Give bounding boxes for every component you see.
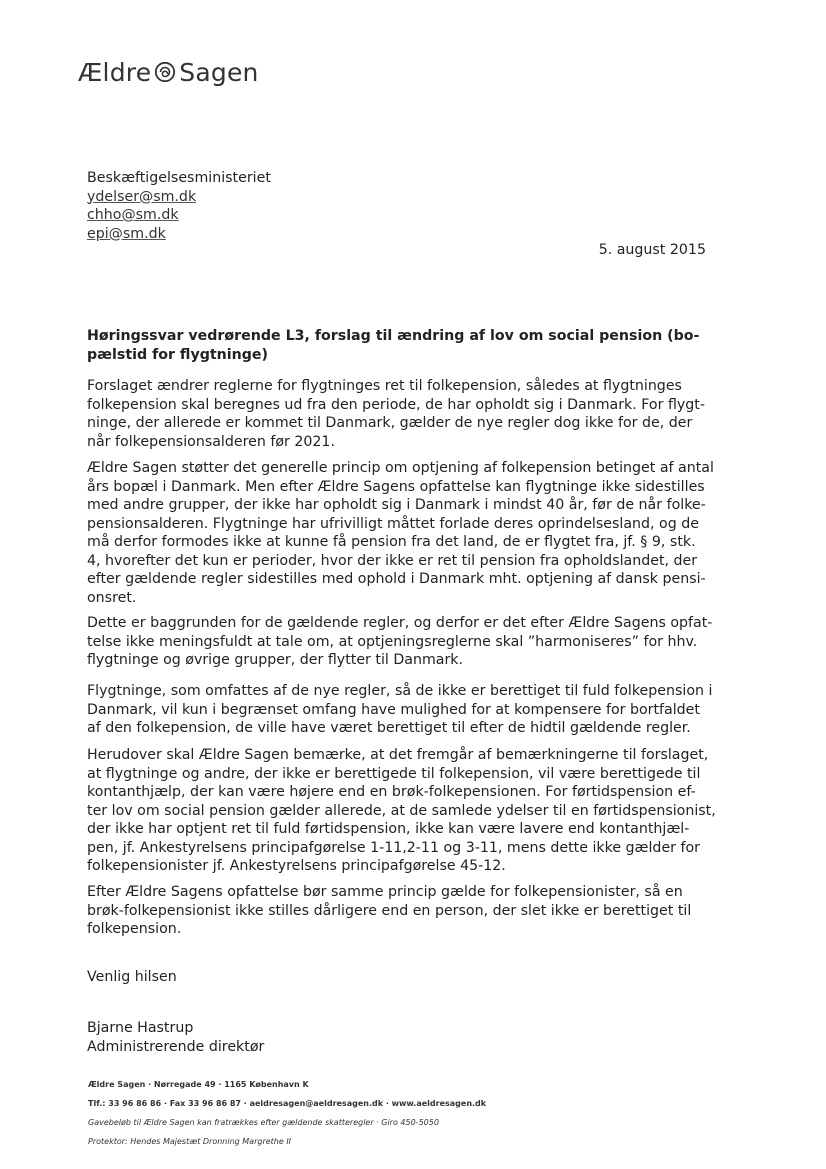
recipient-email-link[interactable]: epi@sm.dk — [87, 225, 166, 242]
paragraph-line: Dette er baggrunden for de gældende regler, og derfor er det efter Ældre Sagens opfat- — [87, 615, 713, 631]
paragraph-line: pen, jf. Ankestyrelsens principafgørelse 1-11,2-11 og 3-11, mens dette ikke gælder for — [87, 839, 701, 856]
body-paragraph-2 — [87, 459, 727, 607]
body-paragraph-5 — [87, 746, 727, 876]
body-paragraph-1 — [87, 377, 727, 451]
body-paragraph-4 — [87, 682, 727, 738]
paragraph-line: pensionsalderen. Flygtninge har ufrivilligt måttet forlade deres oprindelsesland, og de — [87, 515, 699, 532]
paragraph-line: Flygtninge, som omfattes af de nye regler, så de ikke er berettiget til fuld folkepension i — [87, 683, 713, 699]
paragraph-line: med andre grupper, der ikke har opholdt sig i Danmark i mindst 40 år, før de når folke- — [87, 497, 706, 513]
paragraph-line: når folkepensionsalderen før 2021. — [87, 433, 335, 450]
logo-text-part1: Ældre — [78, 57, 152, 87]
recipient-email-link[interactable]: ydelser@sm.dk — [87, 188, 197, 205]
paragraph-line: folkepension skal beregnes ud fra den periode, de har opholdt sig i Danmark. For flygt- — [87, 396, 705, 413]
letter-subject — [87, 327, 727, 364]
paragraph-line: af den folkepension, de ville have været berettiget til efter de hidtil gældende regler. — [87, 720, 691, 736]
body-paragraph-3 — [87, 614, 727, 670]
paragraph-line: Danmark, vil kun i begrænset omfang have mulighed for at kompensere for bortfaldet — [87, 701, 700, 718]
spiral-icon — [154, 61, 176, 83]
logo-text-part2: Sagen — [179, 57, 259, 87]
body-paragraph-6 — [87, 883, 727, 939]
signature-block — [87, 1019, 264, 1056]
signer-title: Administrerende direktør — [87, 1038, 265, 1055]
subject-line: Høringssvar vedrørende L3, forslag til ændring af lov om social pension (bo- — [87, 328, 700, 344]
recipient-email-link[interactable]: chho@sm.dk — [87, 207, 179, 223]
paragraph-line: Efter Ældre Sagens opfattelse bør samme princip gælde for folkepensionister, så en — [87, 884, 683, 900]
paragraph-line: kontanthjælp, der kan være højere end en brøk-folkepensionen. For førtidspension ef- — [87, 784, 696, 800]
subject-line: pælstid for flygtninge) — [87, 346, 268, 363]
paragraph-line: må derfor formodes ikke at kunne få pension fra det land, de er flygtet fra, jf. § 9, stk. — [87, 534, 696, 550]
paragraph-line: flygtninge og øvrige grupper, der flytter til Danmark. — [87, 652, 464, 668]
paragraph-line: ninge, der allerede er kommet til Danmark, gælder de nye regler dog ikke for de, der — [87, 415, 693, 431]
paragraph-line: Forslaget ændrer reglerne for flygtninges ret til folkepension, således at flygtninges — [87, 378, 682, 394]
paragraph-line: at flygtninge og andre, der ikke er berettigede til folkepension, vil være berettigede til — [87, 765, 701, 782]
letter-footer — [88, 1075, 486, 1151]
closing-salutation: Venlig hilsen — [87, 969, 177, 985]
paragraph-line: Ældre Sagen støtter det generelle princip om optjening af folkepension betinget af antal — [87, 460, 714, 476]
paragraph-line: telse ikke meningsfuldt at tale om, at optjeningsreglerne skal ”harmoniseres” for hhv. — [87, 633, 698, 650]
paragraph-line: folkepension. — [87, 921, 182, 937]
footer-address: Ældre Sagen · Nørregade 49 · 1165 København K — [88, 1080, 309, 1089]
paragraph-line: ter lov om social pension gælder allerede, at de samlede ydelser til en førtidspensionist, — [87, 802, 716, 819]
letter-date: 5. august 2015 — [598, 242, 706, 258]
paragraph-line: efter gældende regler sidestilles med ophold i Danmark mht. optjening af dansk pensi- — [87, 571, 706, 587]
paragraph-line: folkepensionister jf. Ankestyrelsens principafgørelse 45-12. — [87, 858, 506, 874]
paragraph-line: onsret. — [87, 589, 137, 606]
paragraph-line: brøk-folkepensionist ikke stilles dårligere end en person, der slet ikke er berettiget til — [87, 902, 692, 919]
footer-contact: Tlf.: 33 96 86 86 · Fax 33 96 86 87 · aeldresagen@aeldresagen.dk · www.aeldresagen.dk — [88, 1099, 487, 1108]
paragraph-line: års bopæl i Danmark. Men efter Ældre Sagens opfattelse kan flygtninge ikke sidestilles — [87, 478, 705, 495]
recipient-name: Beskæftigelsesministeriet — [87, 170, 271, 186]
aeldre-sagen-logo — [78, 56, 259, 88]
footer-patron: Protektor: Hendes Majestæt Dronning Margrethe II — [88, 1137, 292, 1146]
paragraph-line: 4, hvorefter det kun er perioder, hvor der ikke er ret til pension fra opholdslandet, der — [87, 552, 698, 569]
paragraph-line: der ikke har optjent ret til fuld førtidspension, ikke kan være lavere end kontanthjæl- — [87, 821, 690, 837]
recipient-block — [87, 169, 271, 243]
paragraph-line: Herudover skal Ældre Sagen bemærke, at det fremgår af bemærkningerne til forslaget, — [87, 747, 709, 763]
footer-tax-note: Gavebeløb til Ældre Sagen kan fratrækkes efter gældende skatteregler · Giro 450-5050 — [88, 1118, 439, 1127]
signer-name: Bjarne Hastrup — [87, 1020, 194, 1036]
